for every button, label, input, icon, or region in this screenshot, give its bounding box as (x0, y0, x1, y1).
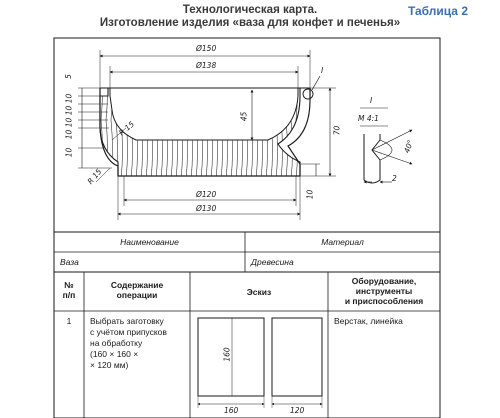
material-header: Материал (321, 237, 364, 247)
dim-step-2: 10 (64, 105, 74, 116)
name-value: Ваза (60, 257, 79, 267)
dim-step-4: 10 (64, 129, 74, 140)
dim-d130: Ø130 (196, 204, 217, 213)
detail-label: I (370, 96, 373, 105)
row-1-num: 1 (66, 316, 72, 326)
dim-d138: Ø138 (196, 61, 217, 70)
name-header: Наименование (120, 237, 179, 247)
doc-title: Технологическая карта. (182, 4, 318, 16)
col-num-header: № п/п (62, 280, 76, 300)
sketch-width2: 120 (290, 406, 305, 415)
col-content-header: Содержание операции (110, 280, 164, 300)
dim-step-3: 10 (64, 117, 74, 128)
dim-h10: 10 (305, 189, 315, 200)
detail-angle: 40° (402, 138, 416, 155)
dim-r15-bottom: R 15 (85, 167, 104, 186)
material-value: Древесина (251, 257, 294, 267)
doc-subtitle: Изготовление изделия «ваза для конфет и печенья» (99, 17, 401, 29)
dim-r15-top: R 15 (117, 119, 137, 138)
blank-sketch (198, 318, 322, 408)
dim-h70: 70 (332, 125, 342, 136)
detail-size: 2 (392, 174, 397, 183)
col-sketch-header: Эскиз (246, 287, 272, 297)
row-1-equipment: Верстак, линейка (334, 316, 403, 326)
dim-step-0: 5 (63, 74, 73, 79)
table-label: Таблица 2 (407, 4, 468, 18)
row-1-content: Выбрать заготовку с учётом припусков на обработку (160 × 160 × × 120 мм) (90, 316, 167, 370)
sketch-height: 160 (222, 347, 232, 362)
dim-step-5: 10 (64, 147, 74, 158)
detail-scale: M 4:1 (358, 114, 379, 123)
dim-d120: Ø120 (196, 190, 217, 199)
dim-step-1: 10 (64, 93, 74, 104)
sketch-width1: 160 (224, 406, 239, 415)
dim-d150: Ø150 (196, 44, 217, 53)
callout-i: I (321, 66, 324, 75)
dim-h45: 45 (239, 111, 249, 122)
col-equipment-header: Оборудование, инструменты и приспособления (344, 276, 424, 306)
